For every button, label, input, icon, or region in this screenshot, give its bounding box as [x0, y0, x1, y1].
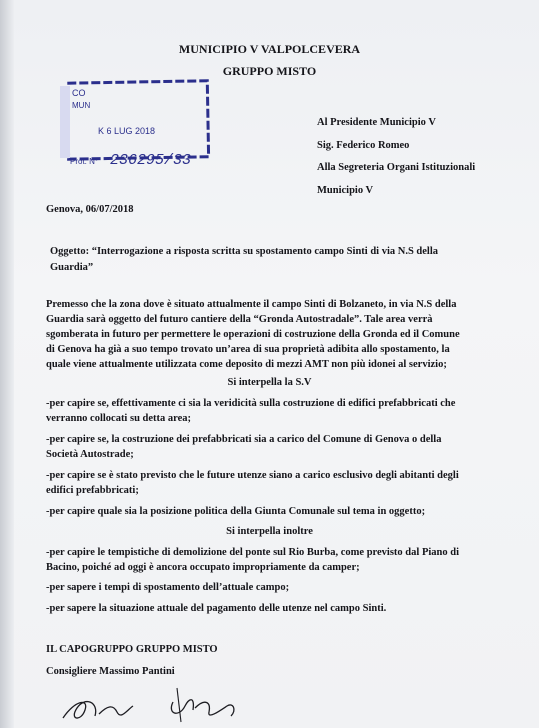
subject-line: Oggetto: “Interrogazione a risposta scritta su spostamento campo Sinti di via N.S della: [50, 246, 439, 257]
point-line: -per sapere i tempi di spostamento dell’attuale campo;: [46, 582, 290, 593]
recipient-line: Municipio V: [317, 185, 374, 196]
handwritten-signature: [55, 680, 245, 726]
header-subtitle: GRUPPO MISTO: [222, 64, 317, 78]
header-title: MUNICIPIO V VALPOLCEVERA: [178, 42, 361, 56]
recipient-line: Alla Segreteria Organi Istituzionali: [317, 162, 476, 173]
stamp-prot-label: Prot. N°: [70, 157, 99, 166]
premise-line: Guardia sarà oggetto del futuro cantiere della “Gronda Autostradale”. Tale area verrà: [46, 314, 433, 325]
date-line: Genova, 06/07/2018: [46, 204, 134, 215]
point-line: -per capire se, effettivamente ci sia la veridicità sulla costruzione di edifici prefabbricati che: [46, 398, 456, 409]
premise-line: sgomberata in futuro per permettere le operazioni di costruzione della Gronda ed il Comune: [46, 329, 460, 340]
recipient-line: Sig. Federico Romeo: [317, 140, 410, 151]
recipient-line: Al Presidente Municipio V: [317, 117, 436, 128]
stamp-date: K 6 LUG 2018: [98, 126, 156, 136]
interpella-inoltre-heading: Si interpella inoltre: [226, 526, 313, 537]
point-line: -per capire se è stato previsto che le future utenze siano a carico esclusivo degli abitanti degli: [46, 470, 459, 481]
point-line: -per capire le tempistiche di demolizione del ponte sul Rio Burba, come previsto dal Piano di: [46, 547, 459, 558]
closing-title: IL CAPOGRUPPO GRUPPO MISTO: [46, 644, 218, 655]
premise-line: quale viene attualmente utilizzata come deposito di mezzi AMT non più idonei al servizio;: [46, 359, 447, 370]
interpella-heading: Si interpella la S.V: [227, 377, 312, 388]
point-line: edifici prefabbricati;: [46, 485, 139, 496]
point-line: Bacino, poiché ad oggi è ancora occupato impropriamente da camper;: [46, 562, 360, 573]
point-line: verranno collocati su detta area;: [46, 413, 192, 424]
subject-line: Guardia”: [50, 262, 94, 273]
stamp-prot-number: 236295/33: [110, 152, 192, 168]
page-edge-shadow: [0, 0, 14, 728]
point-line: -per sapere la situazione attuale del pagamento delle utenze nel campo Sinti.: [46, 603, 387, 614]
premise-line: di Genova ha già a suo tempo trovato un’area di sua proprietà adibita allo spostamento, la: [46, 344, 450, 355]
premise-line: Premesso che la zona dove è situato attualmente il campo Sinti di Bolzaneto, in via N.S della: [46, 299, 457, 310]
point-line: -per capire quale sia la posizione politica della Giunta Comunale sul tema in oggetto;: [46, 506, 426, 517]
closing-name: Consigliere Massimo Pantini: [46, 666, 175, 677]
protocol-stamp: [56, 78, 216, 168]
stamp-second-label: MUN: [72, 101, 91, 110]
stamp-top-label: CO: [72, 88, 86, 98]
point-line: -per capire se, la costruzione dei prefabbricati sia a carico del Comune di Genova o della: [46, 434, 442, 445]
point-line: Società Autostrade;: [46, 449, 134, 460]
